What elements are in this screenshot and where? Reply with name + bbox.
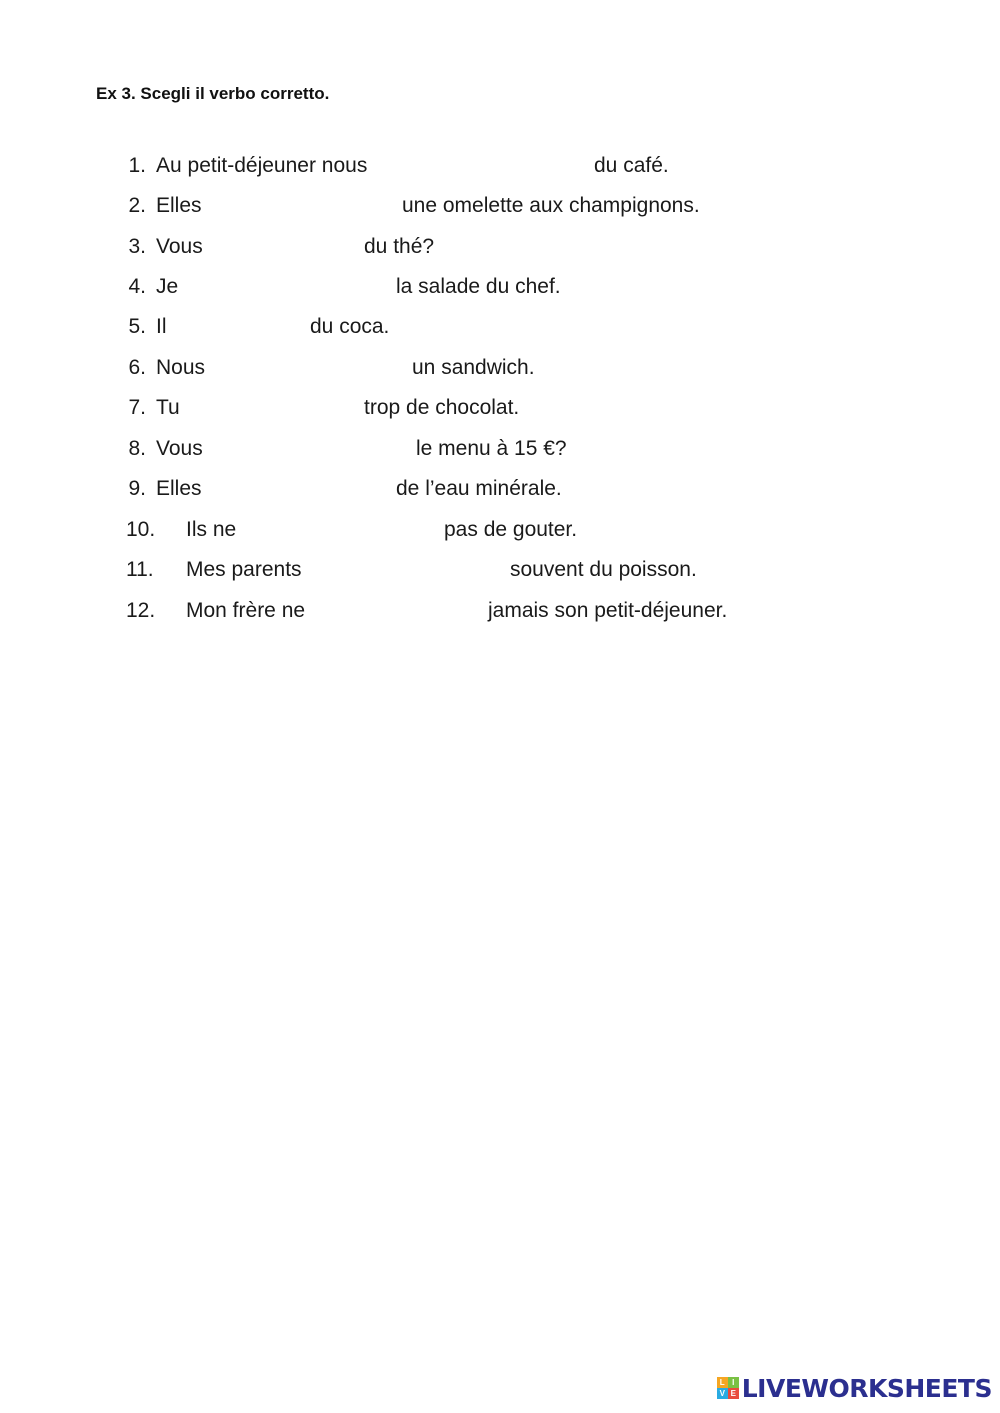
item-number: 2. xyxy=(128,194,146,217)
item-subject: Ils ne xyxy=(186,518,237,541)
item-rest: de l’eau minérale. xyxy=(396,477,562,500)
item-subject: Nous xyxy=(156,356,206,379)
item-rest: le menu à 15 €? xyxy=(416,437,567,460)
item-subject: Mes parents xyxy=(186,558,302,581)
item-number: 1. xyxy=(128,154,146,177)
answer-blank[interactable] xyxy=(216,357,406,379)
answer-blank[interactable] xyxy=(320,559,504,581)
item-rest: du coca. xyxy=(310,315,390,338)
list-item xyxy=(0,232,1000,262)
list-item xyxy=(0,312,1000,342)
item-number: 5. xyxy=(128,315,146,338)
item-number: 7. xyxy=(128,396,146,419)
item-subject: Elles xyxy=(156,194,202,217)
item-number: 6. xyxy=(128,356,146,379)
list-item xyxy=(0,596,1000,626)
answer-blank[interactable] xyxy=(326,600,482,622)
item-number: 12. xyxy=(126,599,156,622)
liveworksheets-wordmark: LIVEWORKSHEETS xyxy=(741,1373,992,1403)
answer-blank[interactable] xyxy=(188,397,358,419)
item-subject: Il xyxy=(156,315,167,338)
item-subject: Je xyxy=(156,275,179,298)
answer-blank[interactable] xyxy=(172,316,304,338)
answer-blank[interactable] xyxy=(398,155,588,177)
item-number: 4. xyxy=(128,275,146,298)
item-subject: Elles xyxy=(156,477,202,500)
exercise-title: Ex 3. Scegli il verbo corretto. xyxy=(96,84,330,103)
list-item xyxy=(0,191,1000,221)
answer-blank[interactable] xyxy=(248,519,438,541)
item-subject: Vous xyxy=(156,437,203,460)
list-item xyxy=(0,151,1000,181)
item-rest: pas de gouter. xyxy=(444,518,578,541)
liveworksheets-logo xyxy=(717,1373,992,1403)
item-rest: trop de chocolat. xyxy=(364,396,520,419)
item-subject: Tu xyxy=(156,396,180,419)
item-number: 8. xyxy=(128,437,146,460)
item-rest: souvent du poisson. xyxy=(510,558,697,581)
logo-mark-cell: E xyxy=(728,1388,739,1399)
logo-mark-cell: I xyxy=(728,1377,739,1388)
liveworksheets-mark-icon xyxy=(717,1377,739,1399)
item-rest: un sandwich. xyxy=(412,356,535,379)
item-number: 3. xyxy=(128,235,146,258)
list-item xyxy=(0,555,1000,585)
logo-mark-cell: L xyxy=(717,1377,728,1388)
item-number: 10. xyxy=(126,518,156,541)
answer-blank[interactable] xyxy=(214,236,358,258)
item-subject: Vous xyxy=(156,235,203,258)
item-subject: Au petit-déjeuner nous xyxy=(156,154,368,177)
item-subject: Mon frère ne xyxy=(186,599,306,622)
list-item xyxy=(0,474,1000,504)
list-item xyxy=(0,353,1000,383)
item-number: 9. xyxy=(128,477,146,500)
item-number: 11. xyxy=(126,558,154,581)
item-rest: jamais son petit-déjeuner. xyxy=(488,599,728,622)
answer-blank[interactable] xyxy=(186,276,390,298)
answer-blank[interactable] xyxy=(212,195,396,217)
item-rest: du thé? xyxy=(364,235,435,258)
item-rest: la salade du chef. xyxy=(396,275,561,298)
list-item xyxy=(0,515,1000,545)
list-item xyxy=(0,272,1000,302)
item-rest: une omelette aux champignons. xyxy=(402,194,700,217)
item-rest: du café. xyxy=(594,154,669,177)
list-item xyxy=(0,393,1000,423)
answer-blank[interactable] xyxy=(212,478,390,500)
answer-blank[interactable] xyxy=(214,438,410,460)
logo-mark-cell: V xyxy=(717,1388,728,1399)
list-item xyxy=(0,434,1000,464)
